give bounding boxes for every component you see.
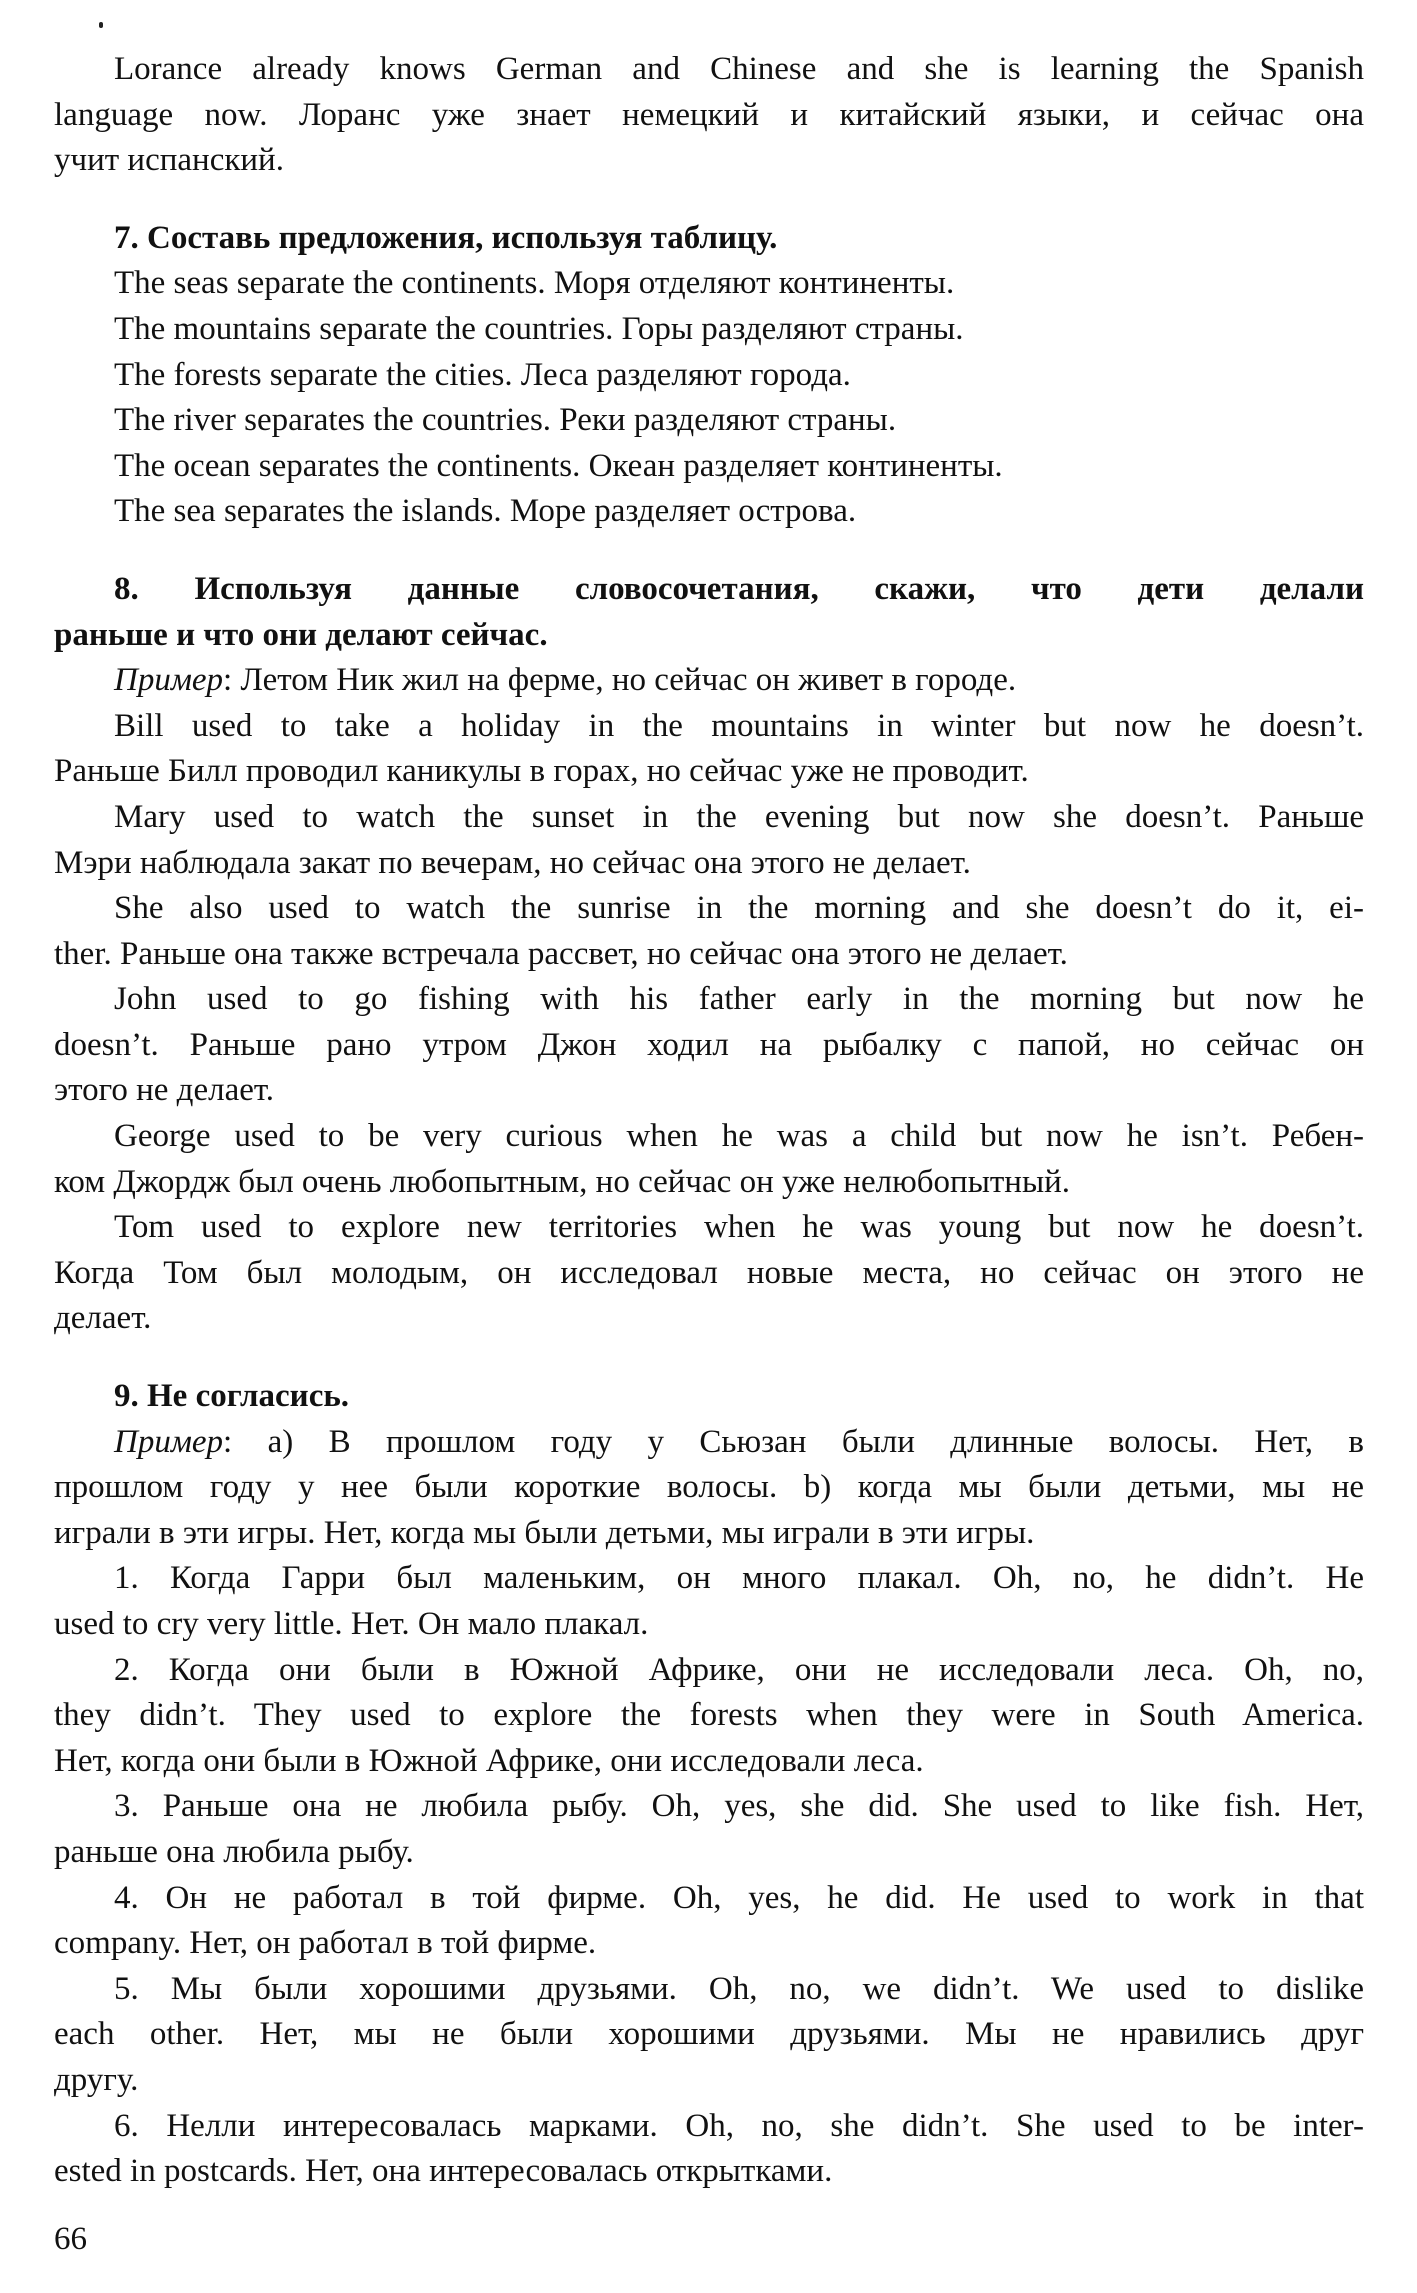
line-text: ком Джордж был очень любопытным, но сейчас он уже нелюбопытный. (54, 1163, 1071, 1200)
text-line (54, 398, 1364, 444)
scan-speck (99, 22, 103, 28)
text-line (54, 1296, 1364, 1342)
text-line (54, 567, 1364, 613)
line-text: 1. Когда Гарри был маленьким, он много плакал. Oh, no, he didn’t. He (114, 1560, 1364, 1597)
text-line (54, 1205, 1364, 1251)
line-text: The mountains separate the countries. Горы разделяют страны. (114, 310, 964, 347)
line-text: раньше и что они делают сейчас. (54, 616, 548, 653)
text-line (54, 795, 1364, 841)
text-line (54, 1739, 1364, 1785)
text-line (54, 1160, 1364, 1206)
line-text: George used to be very curious when he was a child but now he isn’t. Ребен- (114, 1118, 1364, 1155)
text-line (54, 261, 1364, 307)
text-line (54, 1921, 1364, 1967)
paragraph (54, 1556, 1364, 1647)
line-text: used to cry very little. Нет. Он мало плакал. (54, 1606, 649, 1642)
paragraph (54, 2104, 1364, 2195)
line-text: 2. Когда они были в Южной Африке, они не исследовали леса. Oh, no, (114, 1651, 1364, 1688)
paragraph (54, 398, 1364, 444)
text-line (54, 1068, 1364, 1114)
line-text: Нет, когда они были в Южной Африке, они исследовали леса. (54, 1742, 924, 1779)
text-line (54, 613, 1364, 659)
paragraph (54, 886, 1364, 977)
text-line (54, 932, 1364, 978)
line-text: The ocean separates the continents. Океан разделяет континенты. (114, 447, 1003, 484)
text-line (54, 886, 1364, 932)
line-text: Когда Том был молодым, он исследовал новые места, но сейчас он этого не (54, 1254, 1364, 1291)
line-text: 5. Мы были хорошими друзьями. Oh, no, we didn’t. We used to dislike (114, 1970, 1364, 2007)
line-text: they didn’t. They used to explore the forests when they were in South America. (54, 1697, 1364, 1734)
line-text: : а) В прошлом году у Сьюзан были длинные волосы. Нет, в (223, 1423, 1364, 1460)
line-text: другу. (54, 2061, 139, 2098)
line-text: Mary used to watch the sunset in the evening but now she doesn’t. Раньше (114, 798, 1364, 835)
line-text: The forests separate the cities. Леса разделяют города. (114, 356, 851, 393)
line-text: ested in postcards. Нет, она интересовалась открытками. (54, 2153, 833, 2190)
text-line (54, 977, 1364, 1023)
text-line (54, 1602, 1364, 1648)
text-line (54, 47, 1364, 93)
paragraph (54, 444, 1364, 490)
line-text: 3. Раньше она не любила рыбу. Oh, yes, she did. She used to like fish. Нет, (114, 1788, 1364, 1825)
line-text: ther. Раньше она также встречала рассвет, но сейчас она этого не делает. (54, 935, 1068, 972)
paragraph (54, 47, 1364, 184)
line-text: 4. Он не работал в той фирме. Oh, yes, he did. He used to work in that (114, 1879, 1364, 1916)
text-line (54, 1830, 1364, 1876)
paragraph (54, 977, 1364, 1114)
paragraph (54, 658, 1364, 704)
line-text: Раньше Билл проводил каникулы в горах, но сейчас уже не проводит. (54, 753, 1029, 790)
line-text: each other. Нет, мы не были хорошими друзьями. Мы не нравились друг (54, 2016, 1364, 2053)
line-text: : Летом Ник жил на ферме, но сейчас он живет в городе. (223, 662, 1017, 699)
exercise-heading (54, 567, 1364, 658)
line-text: The seas separate the continents. Моря отделяют континенты. (114, 265, 955, 302)
text-line (54, 1648, 1364, 1694)
line-text: company. Нет, он работал в той фирме. (54, 1925, 597, 1962)
paragraph (54, 261, 1364, 307)
text-line (54, 138, 1364, 184)
line-text: The river separates the countries. Реки разделяют страны. (114, 402, 897, 439)
exercise-heading (54, 1374, 1364, 1420)
line-text: 9. Не согласись. (114, 1378, 350, 1415)
line-text: 8. Используя данные словосочетания, скажи, что дети делали (114, 570, 1364, 607)
text-line (54, 444, 1364, 490)
text-line (54, 1251, 1364, 1297)
text-line (54, 658, 1364, 704)
text-line (54, 353, 1364, 399)
paragraph (54, 1205, 1364, 1342)
text-line (54, 704, 1364, 750)
line-text: doesn’t. Раньше рано утром Джон ходил на рыбалку с папой, но сейчас он (54, 1026, 1364, 1063)
paragraph (54, 307, 1364, 353)
paragraph (54, 1784, 1364, 1875)
text-line (54, 1511, 1364, 1557)
text-line (54, 1876, 1364, 1922)
text-line (54, 2104, 1364, 2150)
paragraph (54, 795, 1364, 886)
line-text: прошлом году у нее были короткие волосы. b) когда мы были детьми, мы не (54, 1469, 1364, 1506)
example-label: Пример (114, 662, 224, 699)
text-line (54, 2012, 1364, 2058)
paragraph (54, 1114, 1364, 1205)
text-line (54, 216, 1364, 262)
text-line (54, 307, 1364, 353)
line-text: делает. (54, 1300, 152, 1337)
paragraph (54, 1967, 1364, 2104)
page-body (54, 47, 1364, 2195)
line-text: раньше она любила рыбу. (54, 1833, 414, 1870)
paragraph (54, 489, 1364, 535)
line-text: учит испанский. (54, 142, 284, 179)
text-line (54, 841, 1364, 887)
line-text: Bill used to take a holiday in the mountains in winter but now he doesn’t. (114, 707, 1364, 744)
paragraph (54, 704, 1364, 795)
text-line (54, 489, 1364, 535)
line-text: She also used to watch the sunrise in the morning and she doesn’t do it, ei- (114, 890, 1364, 927)
paragraph (54, 1420, 1364, 1557)
line-text: 7. Составь предложения, используя таблицу. (114, 219, 778, 256)
page-number: 66 (54, 2221, 87, 2257)
line-text: The sea separates the islands. Море разделяет острова. (114, 493, 857, 530)
text-line (54, 93, 1364, 139)
text-line (54, 1465, 1364, 1511)
line-text: 6. Нелли интересовалась марками. Oh, no, she didn’t. She used to be inter- (114, 2107, 1364, 2144)
line-text: Tom used to explore new territories when he was young but now he doesn’t. (114, 1209, 1364, 1246)
line-text: language now. Лоранс уже знает немецкий и китайский языки, и сейчас она (54, 96, 1364, 133)
text-line (54, 2149, 1364, 2195)
line-text: John used to go fishing with his father early in the morning but now he (114, 981, 1364, 1018)
line-text: Мэри наблюдала закат по вечерам, но сейчас она этого не делает. (54, 844, 971, 881)
text-line (54, 1420, 1364, 1466)
line-text: Lorance already knows German and Chinese and she is learning the Spanish (114, 51, 1364, 87)
text-line (54, 2058, 1364, 2104)
exercise-heading (54, 216, 1364, 262)
paragraph (54, 1648, 1364, 1785)
text-line (54, 749, 1364, 795)
text-line (54, 1556, 1364, 1602)
example-label: Пример (114, 1423, 224, 1460)
text-line (54, 1374, 1364, 1420)
paragraph (54, 1876, 1364, 1967)
text-line (54, 1114, 1364, 1160)
text-line (54, 1784, 1364, 1830)
text-line (54, 1023, 1364, 1069)
line-text: этого не делает. (54, 1072, 275, 1109)
text-line (54, 1693, 1364, 1739)
line-text: играли в эти игры. Нет, когда мы были детьми, мы играли в эти игры. (54, 1514, 1035, 1551)
paragraph (54, 353, 1364, 399)
text-line (54, 1967, 1364, 2013)
